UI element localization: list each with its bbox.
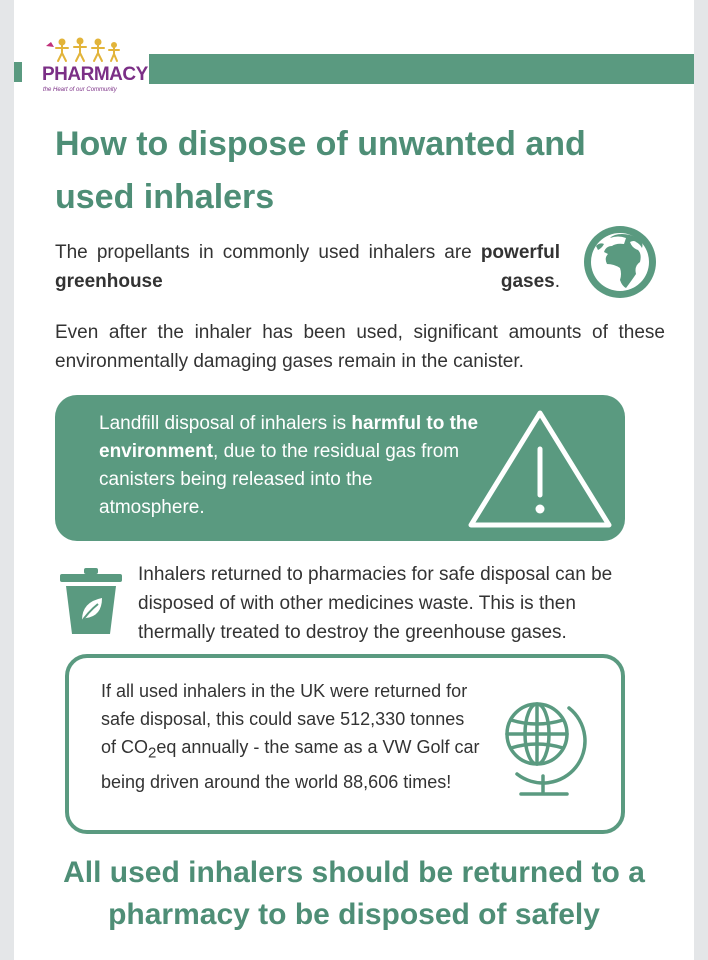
call-to-action: All used inhalers should be returned to a pharmacy to be disposed of safely — [63, 856, 645, 931]
savings-subscript: 2 — [148, 744, 157, 762]
logo-wordmark: PHARMACY — [42, 64, 148, 85]
residual-gas-paragraph: Even after the inhaler has been used, significant amounts of these environmentally damaging gases remain in the canister. — [55, 322, 665, 372]
recycling-bin-leaf-icon — [58, 568, 124, 636]
warning-triangle-icon — [465, 407, 615, 532]
desk-globe-icon — [489, 690, 589, 806]
savings-box — [65, 654, 625, 834]
header-bar — [149, 54, 694, 84]
pharmacy-disposal-paragraph: Inhalers returned to pharmacies for safe disposal can be disposed of with other medicines waste. This is then thermally treated to destroy the greenhouse gases. — [138, 564, 613, 643]
intro-end: . — [554, 271, 560, 292]
page-title: How to dispose of unwanted and used inhalers — [55, 125, 586, 216]
people-figures-icon — [42, 36, 132, 64]
warning-pre: Landfill disposal of inhalers is — [99, 413, 347, 434]
globe-africa-icon — [580, 222, 660, 302]
logo-tagline: the Heart of our Community — [43, 87, 117, 93]
intro-bold-text: powerful greenhouse gases — [55, 242, 560, 292]
header-accent-tab — [14, 62, 22, 82]
warning-bold: harmful to the environment — [99, 413, 479, 462]
savings-pre: If all used inhalers in the UK were returned for safe disposal, this could save 512,330 tonnes of CO — [101, 681, 468, 757]
intro-paragraph — [55, 238, 560, 296]
savings-text — [101, 677, 481, 796]
warning-post: , due to the residual gas from canisters being released into the atmosphere. — [99, 441, 460, 518]
intro-text: The propellants in commonly used inhalers are — [55, 242, 472, 263]
savings-post: eq annually - the same as a VW Golf car being driven around the world 88,606 times! — [101, 737, 480, 792]
landfill-warning-box — [55, 395, 625, 541]
pharmacy-logo — [40, 36, 152, 98]
landfill-warning-text — [99, 410, 479, 522]
